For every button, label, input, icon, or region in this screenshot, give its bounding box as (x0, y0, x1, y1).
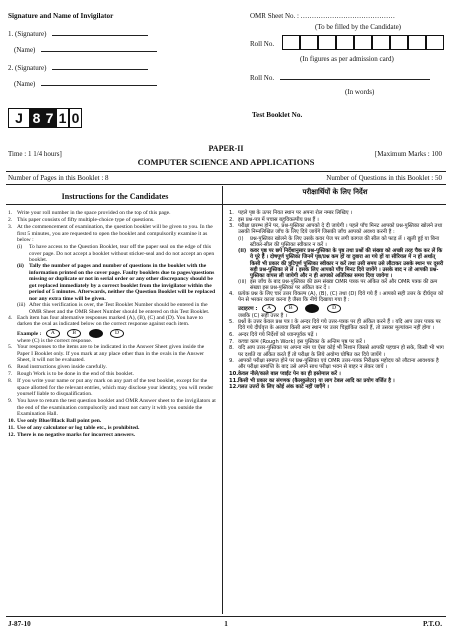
option-a-oval: A (46, 329, 60, 338)
questions-count: Number of Questions in this Booklet : 50 (326, 174, 442, 182)
max-marks: [Maximum Marks : 100 (374, 150, 442, 158)
item-text: अन्दर दिये गये निर्देशों को ध्यानपूर्वक पढ़ें । (238, 332, 318, 339)
instructions-hi (229, 210, 445, 391)
list-item (229, 339, 445, 345)
roll-box[interactable] (300, 35, 318, 50)
roll-box[interactable] (318, 35, 336, 50)
item-number: 12. (229, 384, 239, 391)
list-item (8, 210, 218, 216)
item-number: 8. (229, 345, 234, 352)
name-2-label (14, 80, 157, 88)
item-text: पहले पृष्ठ के ऊपर नियत स्थान पर अपना रोल नम्बर लिखिए । (238, 210, 353, 216)
item-text: If you write your name or put any mark on any part of the test booklet, except for the space allotted for the relevant entries, which may disclose your identity, you will render yourself liable to disqualification. (17, 378, 214, 398)
sub-item (17, 302, 218, 315)
sig1-text: 1. (Signature) (8, 30, 47, 38)
list-item (229, 217, 445, 223)
item-number: 11. (8, 425, 15, 432)
item-number: 4. (229, 291, 234, 297)
item-number: 3. (229, 223, 234, 230)
item-text: इस प्रश्न-पत्र में पचास बहुविकल्पीय प्रश्न हैं । (238, 216, 319, 223)
roll-box[interactable] (354, 35, 372, 50)
item-number: 3. (8, 224, 13, 231)
omr-dots[interactable]: .......................................... (300, 12, 396, 20)
paper-code-boxes (8, 108, 82, 128)
example-row (238, 304, 445, 313)
option-c-oval-filled (305, 304, 319, 313)
roll-box[interactable] (336, 35, 354, 50)
example-row (17, 329, 218, 338)
item-number: 12. (8, 432, 15, 439)
example-note: जबकि (C) सही उत्तर है । (238, 313, 287, 320)
roll-number-boxes[interactable] (282, 35, 444, 50)
roll-box[interactable] (408, 35, 426, 50)
instructions-hi-title: परीक्षार्थियों के लिए निर्देश (302, 188, 368, 196)
sub-text: कवर पृष्ठ पर छपे निर्देशानुसार प्रश्न-पुस्तिका के पृष्ठ तथा प्रश्नों की संख्या को अच्छी तरह चैक कर लें कि ये पूरे हैं । दोषपूर्ण पुस्तिका जिनमें पृष्ठ/प्रश्न कम हों या दुबारा आ गये हों या सीरियल में न हों अर्थात् किसी भी प्रकार की त्रुटिपूर्ण पुस्तिका स्वीकार न करें तथा उसी समय उसे लौटाकर उसके स्थान पर दूसरी सही प्रश्न-पुस्तिका ले लें । इसके लिए आपको पाँच मिनट दिये जायेंगे । उसके बाद न तो आपकी प्रश्न-पुस्तिका वापस ली जायेगी और न ही आपको अतिरिक्त समय दिया जायेगा । (250, 248, 444, 279)
sub-text: After this verification is over, the Test Booklet Number should be entered in the OMR Sheet and the OMR Sheet Number should be entered on this Test Booklet. (29, 302, 210, 315)
sub-number: (ii) (17, 263, 24, 270)
invigilator-heading: Signature and Name of Invigilator (8, 12, 114, 20)
roll-words-note: (In words) (345, 88, 375, 96)
item-text: Rough Work is to be done in the end of this booklet. (17, 371, 134, 378)
list-item (8, 378, 218, 397)
sub-number: (iii) (238, 278, 247, 285)
sub-item (238, 236, 445, 248)
item-number: 2. (229, 216, 234, 223)
item-number: 10. (8, 418, 15, 425)
roll-label: Roll No. (250, 40, 275, 48)
item-text: Use only Blue/Black Ball point pen. (17, 418, 102, 425)
sub-item (17, 263, 218, 302)
list-item (8, 432, 218, 438)
time-label: Time : 1 1/4 hours] (8, 150, 62, 158)
item-number: 10. (229, 371, 239, 377)
list-item (8, 425, 218, 431)
column-divider (222, 186, 223, 614)
roll-words-line[interactable] (280, 79, 430, 80)
item-number: 1. (8, 210, 13, 216)
item-text: यदि आप उत्तर-पुस्तिका पर अपना नाम या ऐसा कोई भी निशान जिससे आपकी पहचान हो सके, किसी भी भाग पर दर्शाते या अंकित करते हैं तो परीक्षा के लिये अयोग्य घोषित कर दिये जायेंगे । (238, 345, 444, 358)
item-number: 5. (8, 344, 13, 351)
list-item (229, 371, 445, 377)
roll-words-row (250, 74, 430, 82)
omr-sheet-number (250, 12, 395, 20)
omr-note: (To be filled by the Candidate) (315, 23, 402, 31)
item-text: गलत उत्तरों के लिए कोई अंक काटे नहीं जाएँगे । (238, 384, 329, 391)
example-label: उदाहरण : (238, 306, 258, 313)
sub-number: (ii) (238, 248, 247, 255)
code-box: 0 (69, 108, 82, 128)
option-d-oval: D (327, 304, 341, 313)
list-item (8, 344, 218, 363)
item-number: 7. (8, 371, 13, 378)
item-number: 9. (229, 358, 234, 365)
list-item (229, 210, 445, 216)
item-number: 6. (229, 332, 234, 339)
instructions-en (8, 210, 218, 439)
list-item (229, 384, 445, 390)
sub-text: To have access to the Question Booklet, tear off the paper seal on the edge of this cover page. Do not accept a booklet without sticker-seal and do not accept an open booklet. (29, 244, 215, 263)
example-note: where (C) is the correct response. (17, 337, 93, 344)
roll-box[interactable] (372, 35, 390, 50)
list-item (229, 291, 445, 303)
option-b-oval: B (67, 329, 81, 338)
example-label: Example : (17, 330, 42, 337)
sub-item (238, 248, 445, 278)
sub-number: (iii) (17, 302, 26, 309)
item-text: प्रश्नों के उत्तर केवल प्रश्न पत्र I के अन्दर दिये गये उत्तर-पत्रक पर ही अंकित करने हैं । यदि आप उत्तर पत्रक पर दिये गये दीर्घवृत्त के अलावा किसी अन्य स्थान पर उत्तर चिह्नांकित करते हैं, तो उसका मूल्यांकन नहीं होगा । (238, 319, 441, 332)
item-text: किसी भी प्रकार का संगणक (कैलकुलेटर) या लाग टेबल आदि का प्रयोग वर्जित है । (238, 377, 395, 384)
item-text: This paper consists of fifty multiple-choice type of questions. (17, 217, 155, 224)
item-text: At the commencement of examination, the question booklet will be given to you. In the first 5 minutes, you are requested to open the booklet and compulsorily examine it as below : (17, 224, 213, 243)
item-number: 8. (8, 378, 13, 385)
paper-title: PAPER-II (208, 144, 244, 153)
code-box: 7 (43, 108, 56, 128)
name-1-label (14, 46, 157, 54)
divider (6, 171, 446, 172)
item-number: 7. (229, 338, 234, 345)
sub-number: (i) (17, 244, 23, 251)
list-item (229, 358, 445, 370)
list-item (8, 217, 218, 223)
signature-1-label (8, 30, 148, 38)
test-booklet-label: Test Booklet No. (252, 111, 303, 119)
instructions-en-title: Instructions for the Candidates (61, 192, 169, 201)
list-item (8, 315, 218, 328)
list-item (229, 332, 445, 338)
signature-2-line[interactable] (52, 69, 148, 70)
code-box: 1 (56, 108, 69, 128)
item-text: Write your roll number in the space provided on the top of this page. (17, 210, 171, 216)
item-text: केवल नीले/काले बाल प्वाईंट पेन का ही इस्तेमाल करें । (238, 371, 341, 377)
code-box: J (8, 108, 30, 128)
pto-label: P.T.O. (423, 620, 442, 628)
option-c-oval-filled (89, 329, 103, 338)
option-d-oval: D (110, 329, 124, 338)
list-item (8, 224, 218, 243)
roll-box[interactable] (426, 35, 444, 50)
item-number: 5. (229, 319, 234, 326)
list-item (8, 418, 218, 424)
list-item (229, 223, 445, 235)
sub-number: (i) (238, 236, 244, 243)
name-1-line[interactable] (41, 51, 157, 52)
page-number: 1 (224, 620, 228, 628)
list-item (229, 319, 445, 331)
list-item (8, 364, 218, 370)
item-text: Each item has four alternative responses marked (A), (B), (C) and (D). You have to darken the oval as indicated below on the correct response against each item. (17, 315, 204, 328)
item-text: आपको परीक्षा समाप्त होने पर प्रश्न-पुस्तिका एवं OMR उत्तर-पत्रक निरीक्षक महोदय को लौटाना आवश्यक है और परीक्षा समाप्ति के बाद उसे अपने साथ परीक्षा भवन से बाहर न लेकर जायें । (238, 358, 439, 371)
name2-text: (Name) (14, 80, 36, 88)
sub-text: Tally the number of pages and number of questions in the booklet with the information printed on the cover page. Faulty booklets due to pages/questions missing or duplicate or not in serial order or any other discrepancy should be got replaced immediately by a correct booklet from the invigilator within the period of 5 minutes. Afterwards, neither the Question Booklet will be replaced nor any extra time will be given. (29, 263, 216, 302)
item-text: Read instructions given inside carefully. (17, 364, 107, 371)
sig2-text: 2. (Signature) (8, 64, 47, 72)
sub-text: प्रश्न-पुस्तिका खोलने के लिए उसके कवर पेज पर लगी कागज की सील को फाड़ लें । खुली हुई या बिना स्टीकर-सील की पुस्तिका स्वीकार न करें । (250, 236, 440, 249)
roll-words-label: Roll No. (250, 74, 275, 82)
name-2-line[interactable] (41, 85, 157, 86)
sub-text: इस जाँच के बाद प्रश्न-पुस्तिका की क्रम संख्या OMR पत्रक पर अंकित करें और OMR पत्रक की क्रम संख्या इस प्रश्न-पुस्तिका पर अंकित कर दें । (250, 278, 438, 291)
divider (6, 184, 446, 185)
code-box: 8 (30, 108, 43, 128)
item-text: परीक्षा प्रारम्भ होने पर, प्रश्न-पुस्तिका आपको दे दी जायेगी । पहले पाँच मिनट आपको प्रश्न-पुस्तिका खोलने तथा उसकी निम्नलिखित जाँच के लिए दिये जायेंगे जिसकी जाँच आपको अवश्य करनी है : (238, 223, 443, 236)
list-item (8, 398, 218, 417)
divider (6, 616, 446, 617)
item-number: 9. (8, 398, 13, 405)
option-b-oval: B (284, 304, 298, 313)
divider (6, 204, 446, 205)
sub-item (17, 244, 218, 263)
omr-label: OMR Sheet No. : (250, 12, 299, 20)
item-text: कच्चा काम (Rough Work) इस पुस्तिका के अन्तिम पृष्ठ पर करें । (238, 338, 366, 345)
item-text: प्रत्येक प्रश्न के लिए चार उत्तर विकल्प (A), (B), (C) तथा (D) दिये गये हैं । आपको सही उत्तर के दीर्घवृत्त को पेन से भरकर काला करना है जैसा कि नीचे दिखाया गया है : (238, 291, 444, 304)
item-number: 1. (229, 210, 234, 216)
item-text: Your responses to the items are to be indicated in the Answer Sheet given inside the Paper I Booklet only. If you mark at any place other than in the ovals in the Answer Sheet, it will not be evaluated. (17, 344, 205, 364)
list-item (8, 371, 218, 377)
item-text: There is no negative marks for incorrect answers. (17, 432, 136, 439)
signature-1-line[interactable] (52, 35, 148, 36)
item-number: 11. (229, 377, 239, 384)
subject-title: COMPUTER SCIENCE AND APPLICATIONS (137, 157, 315, 167)
roll-box[interactable] (282, 35, 300, 50)
list-item (229, 345, 445, 357)
footer-code: J-87-10 (8, 620, 31, 628)
option-a-oval: A (262, 304, 276, 313)
pages-count: Number of Pages in this Booklet : 8 (8, 174, 109, 182)
sub-item (238, 279, 445, 291)
item-text: Use of any calculator or log table etc., is prohibited. (17, 425, 140, 432)
roll-note: (In figures as per admission card) (300, 55, 394, 63)
item-text: You have to return the test question booklet and OMR Answer sheet to the invigilators at the end of the examination compulsorily and must not carry it with you outside the Examination Hall. (17, 398, 216, 418)
item-number: 4. (8, 315, 13, 322)
roll-box[interactable] (390, 35, 408, 50)
item-number: 2. (8, 217, 13, 224)
list-item (229, 378, 445, 384)
name1-text: (Name) (14, 46, 36, 54)
item-number: 6. (8, 364, 13, 371)
signature-2-label (8, 64, 148, 72)
